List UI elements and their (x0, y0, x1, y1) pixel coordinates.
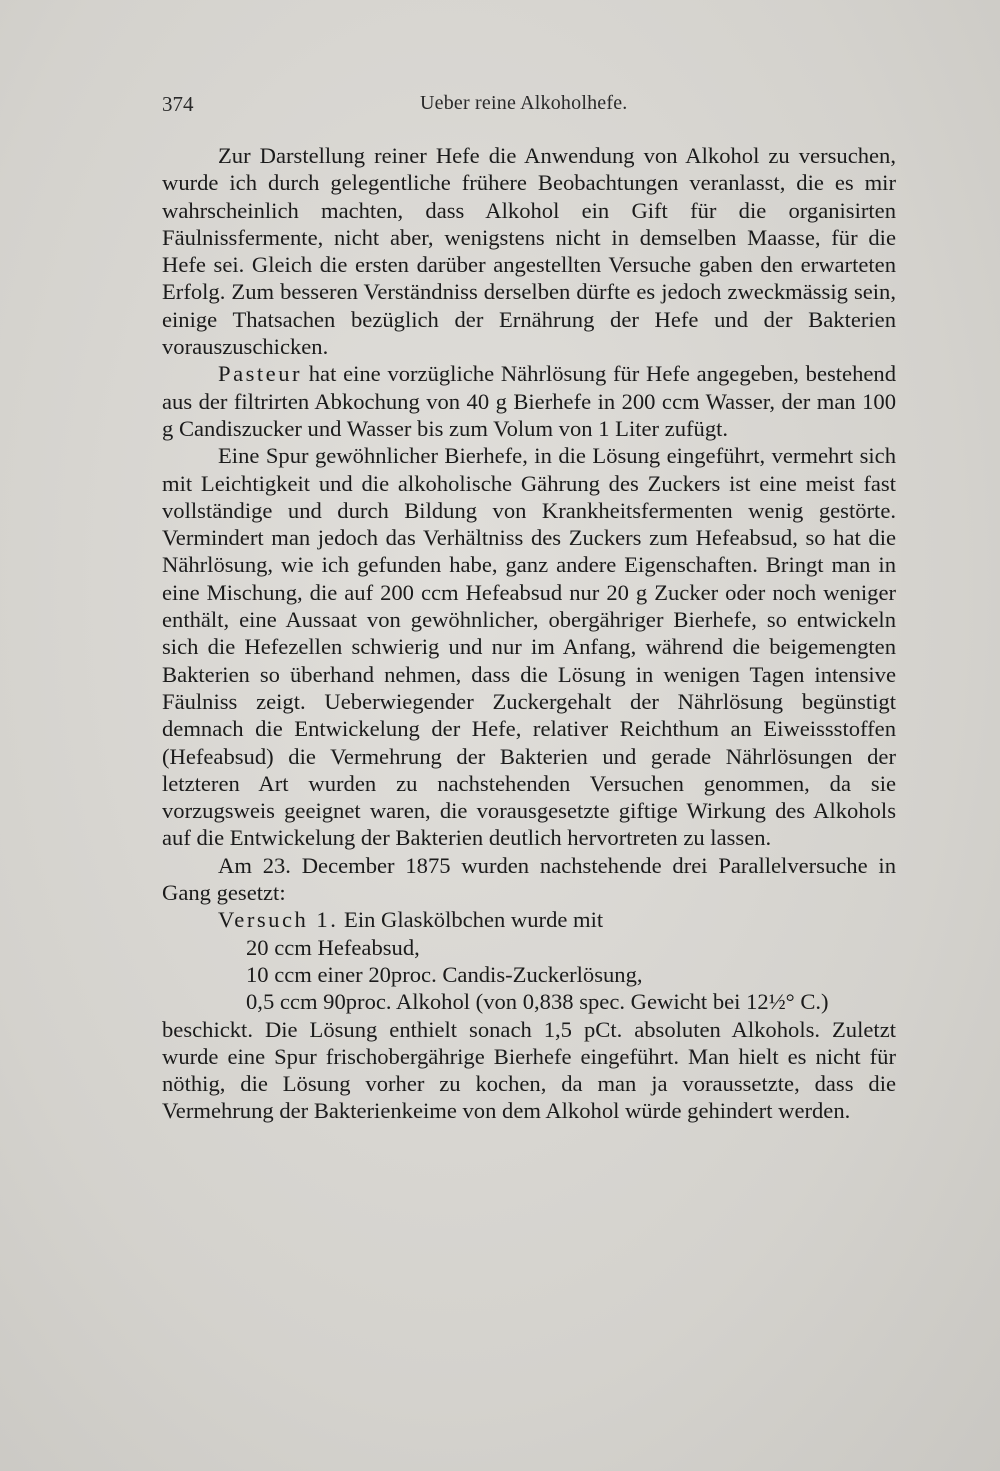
experiment-description: beschickt. Die Lösung enthielt sonach 1,5 pCt. absoluten Alkohols. Zuletzt wurde eine Spur frischobergährige Bierhefe eingeführt. Man hielt es nicht für nöthig, die Lösung vorher zu kochen, da man ja voraussetzte, dass die Vermehrung der Bakterienkeime von dem Alkohol würde gehindert werden. (162, 1016, 896, 1124)
paragraph-2-text: hat eine vorzügliche Nährlösung für Hefe angegeben, bestehend aus der filtrirten Abkochung von 40 g Bierhefe in 200 ccm Wasser, der man 100 g Candiszucker und Wasser bis zum Volum von 1 Liter zufügt. (162, 361, 896, 441)
body-text (162, 142, 896, 1125)
experiment-heading (162, 906, 896, 933)
ingredient-3: 0,5 ccm 90proc. Alkohol (von 0,838 spec. Gewicht bei 12½° C.) (246, 989, 829, 1015)
page-header (162, 92, 896, 122)
paragraph-2 (162, 360, 896, 442)
paragraph-4: Am 23. December 1875 wurden nachstehende drei Parallelversuche in Gang gesetzt: (162, 852, 896, 906)
experiment-label: Versuch 1. (218, 907, 339, 933)
ingredient-1: 20 ccm Hefeabsud, (246, 934, 420, 960)
author-name-pasteur: Pasteur (218, 361, 303, 387)
ingredient-2: 10 ccm einer 20proc. Candis-Zuckerlösung, (246, 961, 643, 987)
paragraph-3: Eine Spur gewöhnlicher Bierhefe, in die Lösung eingeführt, vermehrt sich mit Leichtigkeit und die alkoholische Gährung des Zuckers ist eine meist fast vollständige und durch Bildung von Krankheitsfermenten wenig gestörte. Vermindert man jedoch das Verhältniss des Zuckers zum Hefeabsud, so hat die Nährlösung, wie ich gefunden habe, ganz andere Eigenschaften. Bringt man in eine Mischung, die auf 200 ccm Hefeabsud nur 20 g Zucker oder noch weniger enthält, eine Aussaat von gewöhnlicher, obergähriger Bierhefe, so entwickeln sich die Hefezellen schwierig und nur im Anfang, während die beigemengten Bakterien so überhand nehmen, dass die Lösung in wenigen Tagen intensive Fäulniss zeigt. Ueberwiegender Zuckergehalt der Nährlösung begünstigt demnach die Entwickelung der Hefe, relativer Reichthum an Eiweissstoffen (Hefeabsud) die Vermehrung der Bakterien und gerade Nährlösungen der letzteren Art wurden zu nachstehenden Versuchen genommen, da sie vorzugsweis geeignet waren, die vorausgesetzte giftige Wirkung des Alkohols auf die Entwickelung der Bakterien deutlich hervortreten zu lassen. (162, 443, 896, 851)
paragraph-1: Zur Darstellung reiner Hefe die Anwendung von Alkohol zu versuchen, wurde ich durch gelegentliche frühere Beobachtungen veranlasst, die es mir wahrscheinlich machten, dass Alkohol ein Gift für die organisirten Fäulnissfermente, nicht aber, wenigstens nicht in demselben Maasse, für die Hefe sei. Gleich die ersten darüber angestellten Versuche gaben den erwarteten Erfolg. Zum besseren Verständniss derselben dürfte es jedoch zweckmässig sein, einige Thatsachen bezüglich der Ernährung der Hefe und der Bakterien vorauszuschicken. (162, 143, 896, 360)
experiment-intro: Ein Glaskölbchen wurde mit (344, 907, 604, 933)
running-title: Ueber reine Alkoholhefe. (420, 92, 628, 114)
page-number: 374 (162, 92, 194, 116)
